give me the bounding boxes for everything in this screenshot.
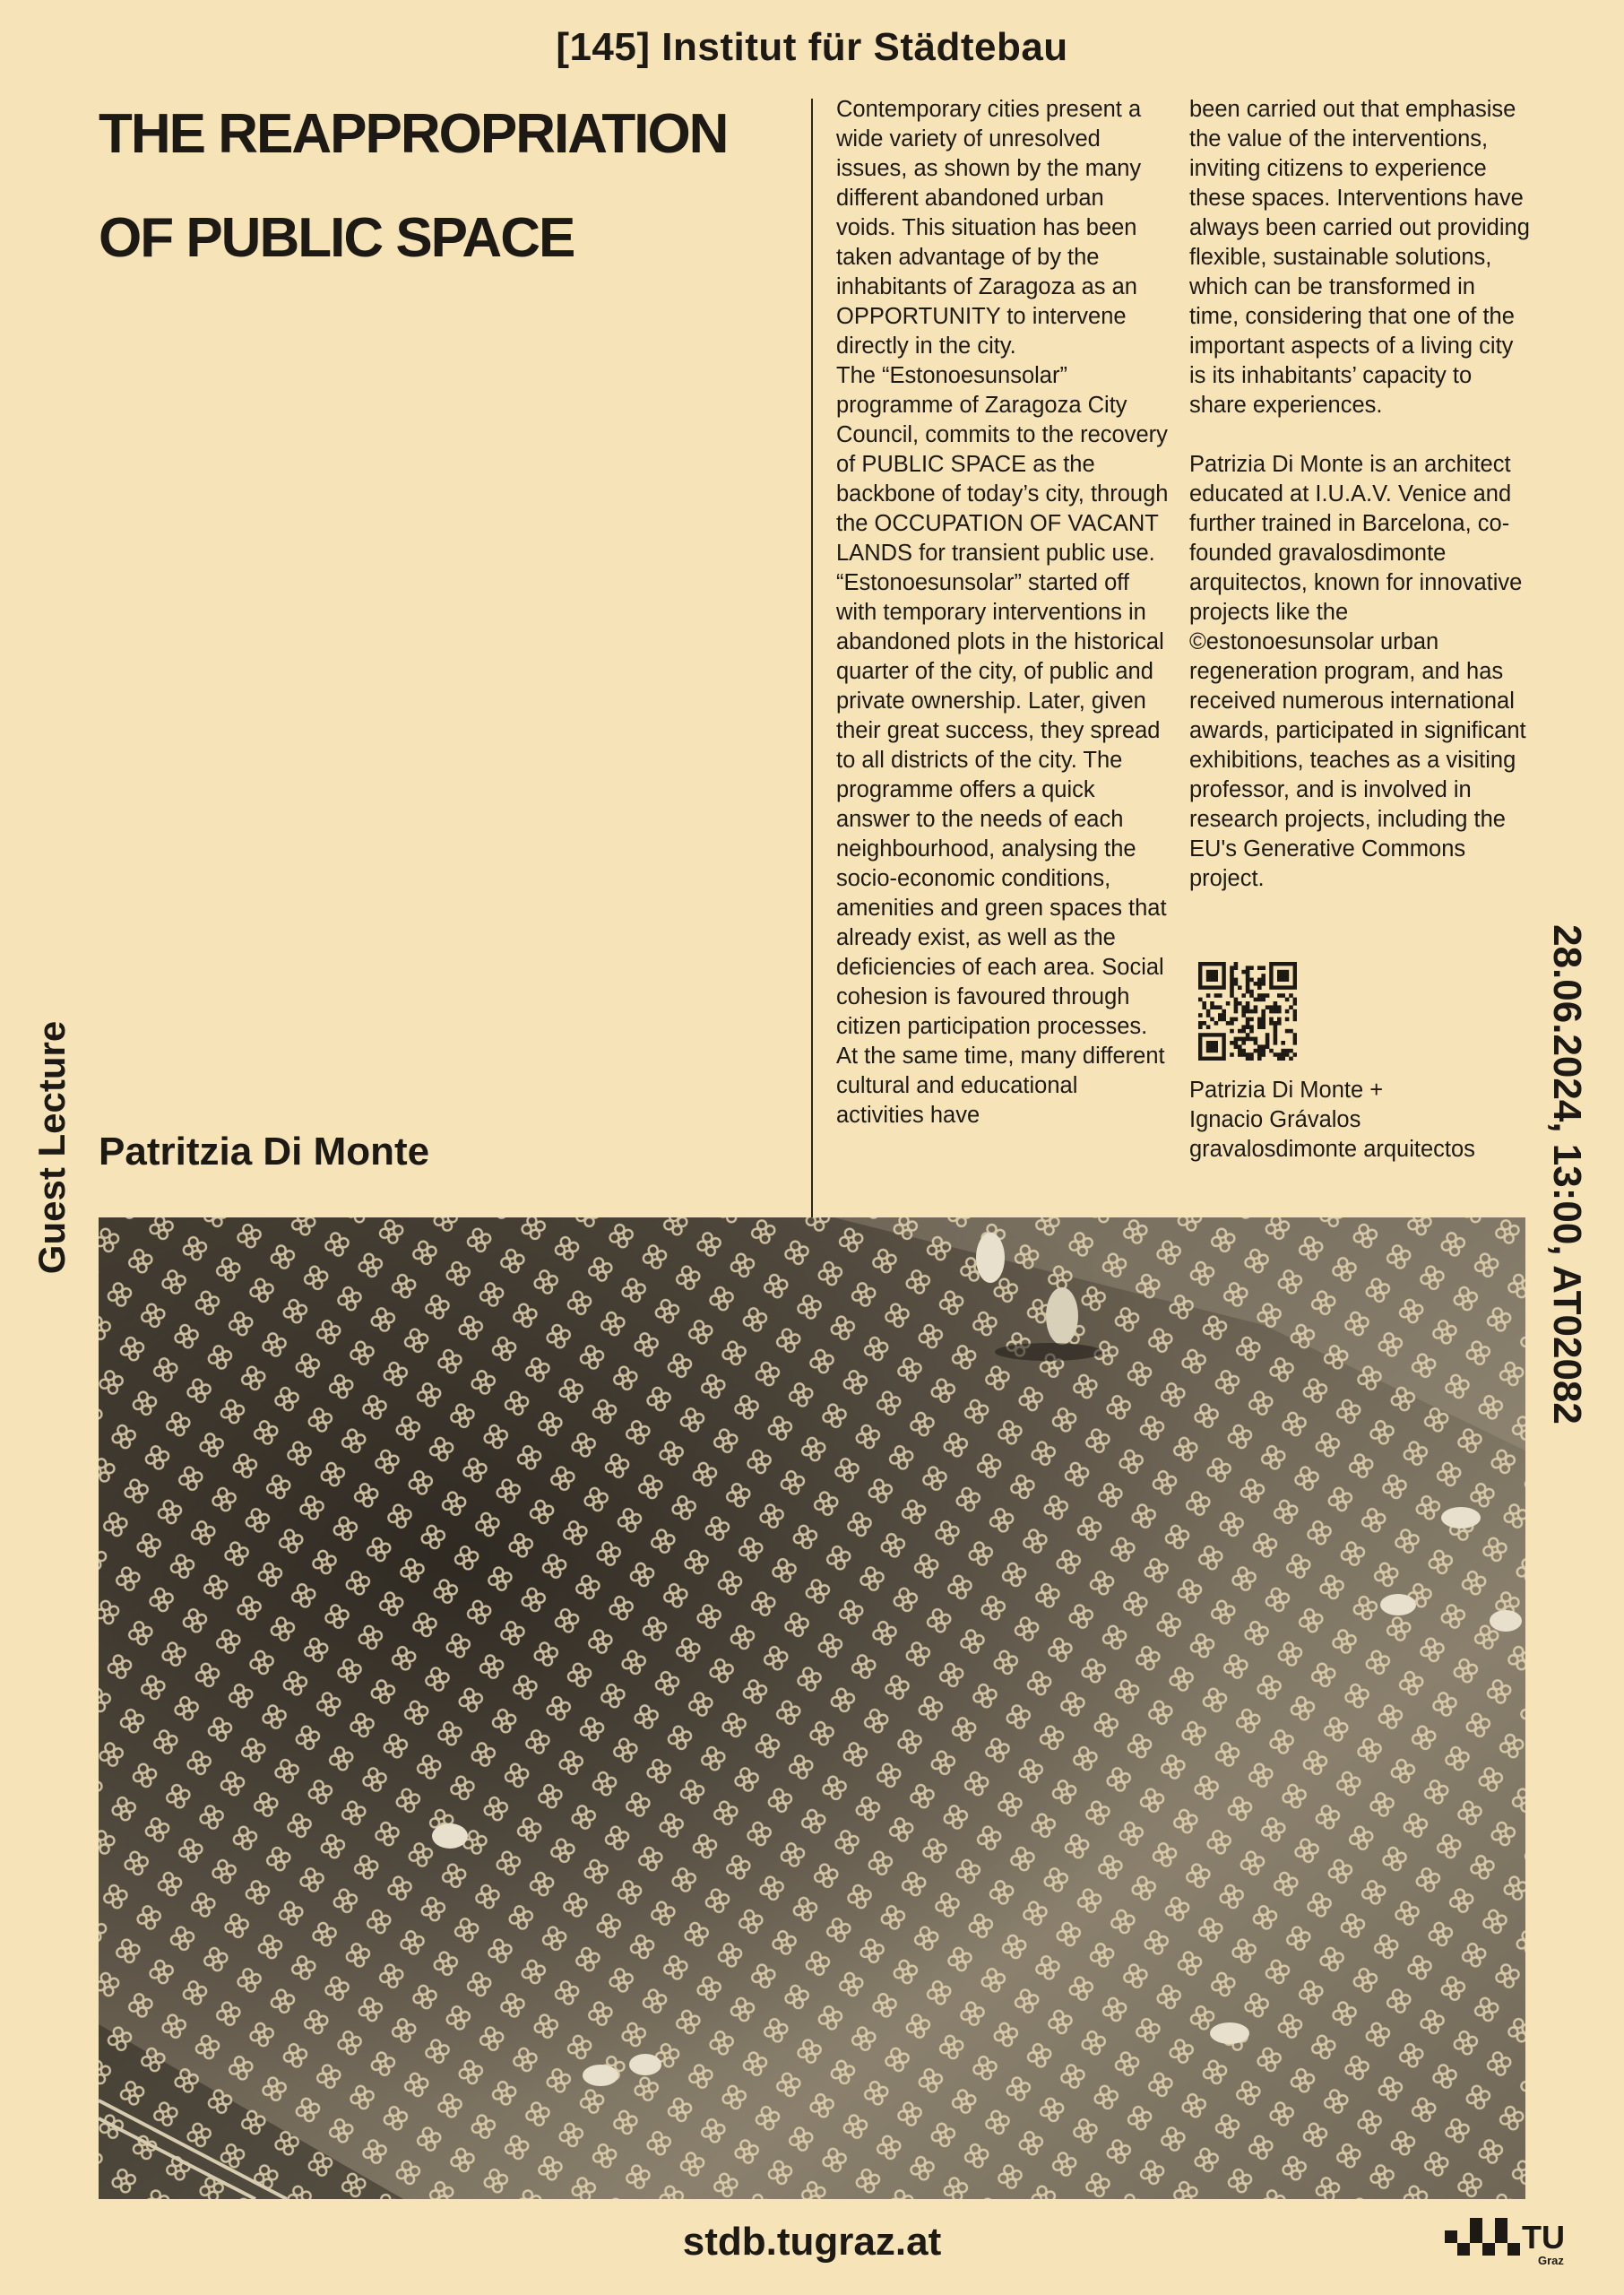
credit-line: gravalosdimonte arquitectos [1189, 1137, 1475, 1162]
credits [1189, 1076, 1530, 1165]
qr-code-icon[interactable] [1198, 962, 1297, 1061]
tu-logo-text: TU [1522, 2219, 1565, 2256]
aerial-pavement-photo [99, 1217, 1525, 2199]
institute-header: [145] Institut für Städtebau [556, 25, 1068, 69]
tu-graz-logo-icon [1445, 2214, 1577, 2268]
lecture-title [99, 82, 727, 290]
title-line-1: THE REAPPROPRIATION [99, 103, 728, 165]
body-column-2 [1189, 95, 1530, 894]
tu-graz-logo [1445, 2214, 1577, 2268]
credit-line: Patrizia Di Monte + [1189, 1078, 1384, 1103]
guest-lecture-label: Guest Lecture [30, 1020, 73, 1275]
website-url[interactable]: stdb.tugraz.at [682, 2220, 942, 2264]
speaker-name: Patritzia Di Monte [99, 1130, 430, 1173]
title-line-2: OF PUBLIC SPACE [99, 207, 574, 269]
body-paragraph: been carried out that emphasise the value of the interventions, inviting citizens to experience these spaces. Interventions have always been carried out providing flexible, sustainable solutions, which can be transformed in time, considering that one of the important aspects of a living city is its inhabitants’ capacity to share experiences. [1189, 97, 1530, 418]
body-paragraph: Contemporary cities present a wide variety of unresolved issues, as shown by the many different abandoned urban voids. This situation has been taken advantage of by the inhabitants of Zaragoza as an OPPORTUNITY to intervene directly in the city. [836, 97, 1142, 359]
event-info-wrap [1515, 861, 1622, 1488]
body-column-1 [836, 95, 1170, 1130]
event-date-time-room: 28.06.2024, 13:00, AT02082 [1545, 924, 1589, 1425]
body-paragraph: The “Estonoesunsolar” programme of Zaragoza City Council, commits to the recovery of PUBLIC SPACE as the backbone of today’s city, through the OCCUPATION OF VACANT LANDS for transient public use. “Estonoesunsolar” started off with temporary interventions in abandoned plots in the historical quarter of the city, of public and private ownership. Later, given their great success, they spread to all districts of the city. The programme offers a quick answer to the needs of each neighbourhood, analysing the socio-economic conditions, amenities and green spaces that already exist, as well as the deficiencies of each area. Social cohesion is favoured through citizen participation processes. At the same time, many different cultural and educational activities have [836, 363, 1169, 1128]
speaker-bio: Patrizia Di Monte is an architect educated at I.U.A.V. Venice and further trained in Barcelona, co-founded gravalosdimonte arquitectos, known for innovative projects like the ©estonoesunsolar urban regeneration program, and has received numerous international awards, participated in significant exhibitions, teaches as a visiting professor, and is involved in research projects, including the EU's Generative Commons project. [1189, 452, 1526, 891]
credit-line: Ignacio Grávalos [1189, 1107, 1361, 1132]
graz-logo-text: Graz [1538, 2254, 1564, 2267]
